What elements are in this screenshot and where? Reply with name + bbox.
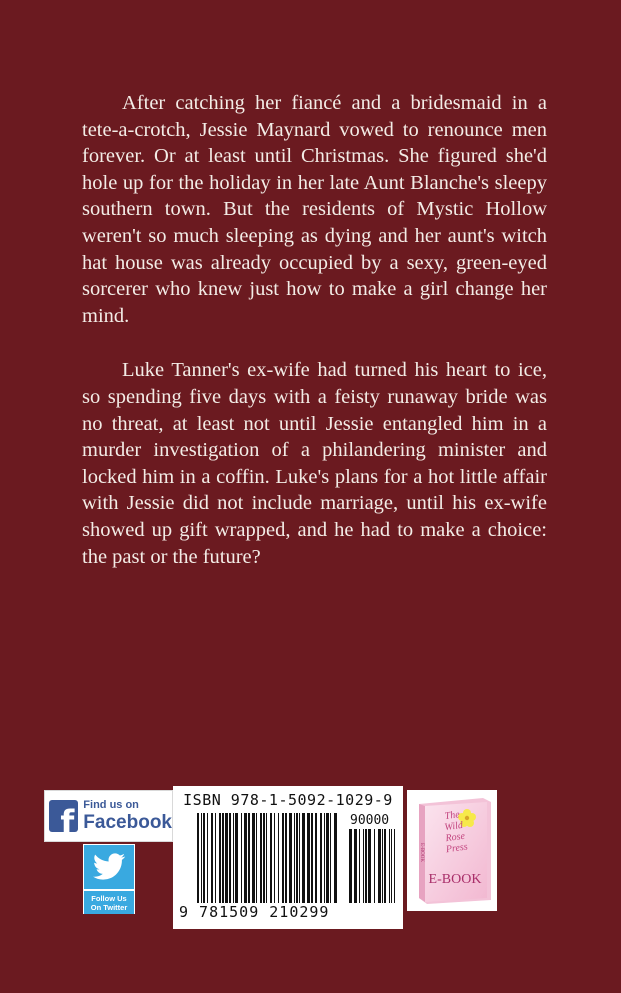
barcode-bar xyxy=(252,813,255,903)
barcode-bar xyxy=(368,829,371,903)
ean-digits: 9 781509 210299 xyxy=(179,903,330,921)
barcode-bar xyxy=(365,829,367,903)
barcode-bar xyxy=(391,829,392,903)
barcode-bar xyxy=(359,829,360,903)
barcode-bar xyxy=(274,813,275,903)
facebook-badge-text xyxy=(83,799,172,833)
twitter-follow-label: Follow Us xyxy=(91,893,127,903)
barcode-bar xyxy=(320,813,322,903)
barcode-bar xyxy=(260,813,262,903)
barcode-bar xyxy=(201,813,202,903)
barcode-bar xyxy=(354,829,357,903)
isbn-number: ISBN 978-1-5092-1029-9 xyxy=(183,791,393,809)
back-cover-blurb xyxy=(82,90,547,598)
barcode-bar xyxy=(285,813,287,903)
barcode-bar xyxy=(349,829,352,903)
barcode-bar xyxy=(326,813,329,903)
barcode-bar xyxy=(241,813,242,903)
barcode-bar xyxy=(244,813,247,903)
barcode-bar xyxy=(378,829,381,903)
barcode-bar xyxy=(324,813,325,903)
barcode-bar xyxy=(289,813,292,903)
isbn-barcode xyxy=(173,786,403,929)
barcode-bar xyxy=(256,813,257,903)
barcode-bar xyxy=(296,813,298,903)
twitter-badge[interactable] xyxy=(83,844,135,914)
barcode-bar xyxy=(219,813,221,903)
barcode-bar xyxy=(294,813,295,903)
barcode-bar xyxy=(203,813,205,903)
barcode-bar xyxy=(229,813,231,903)
barcode-bar xyxy=(263,813,265,903)
barcode-bar xyxy=(394,829,395,903)
facebook-badge[interactable] xyxy=(45,791,172,841)
barcode-bar xyxy=(382,829,383,903)
barcode-bar xyxy=(270,813,272,903)
barcode-bar xyxy=(374,829,375,903)
barcode-bar xyxy=(334,813,337,903)
barcode-bar xyxy=(233,813,234,903)
barcode-bar xyxy=(282,813,284,903)
price-code: 90000 xyxy=(350,813,390,828)
barcode-bar xyxy=(211,813,213,903)
barcode-bar xyxy=(197,813,199,903)
barcode-bar xyxy=(207,813,208,903)
twitter-badge-text xyxy=(84,891,134,914)
barcode-bar xyxy=(248,813,250,903)
barcode-bar xyxy=(363,829,364,903)
barcode-bar xyxy=(389,829,390,903)
barcode-bar xyxy=(302,813,305,903)
blurb-paragraph-2: Luke Tanner's ex-wife had turned his heart to ice, so spending five days with a feisty runaway bride was no threat, at least not until Jessie entangled him in a murder investigation of a philandering minister and locked him in a coffin. Luke's plans for a hot little affair with Jessie did not include marriage, until his ex-wife showed up gift wrapped, and he had to make a choice: the past or the future? xyxy=(82,359,547,568)
barcode-bar xyxy=(307,813,310,903)
barcode-bar xyxy=(278,813,279,903)
facebook-name-label: Facebook xyxy=(83,812,172,833)
twitter-bird-icon xyxy=(84,845,134,889)
barcode-bar xyxy=(225,813,228,903)
barcode-bar xyxy=(222,813,224,903)
barcode-bar xyxy=(235,813,238,903)
barcode-bar xyxy=(311,813,313,903)
barcode-bar xyxy=(215,813,216,903)
twitter-on-label: On Twitter xyxy=(90,902,128,912)
facebook-find-us-label: Find us on xyxy=(83,799,139,811)
barcode-bar xyxy=(315,813,317,903)
barcode-bar xyxy=(299,813,300,903)
barcode-bar xyxy=(330,813,331,903)
barcode-bar xyxy=(384,829,386,903)
publisher-format-label: E-BOOK xyxy=(428,872,482,887)
publisher-name: The Wild Rose Press xyxy=(443,809,469,856)
publisher-spine-label: E-BOOK xyxy=(418,843,424,862)
barcode-bar xyxy=(266,813,267,903)
blurb-paragraph-1: After catching her fiancé and a bridesmaid in a tete-a-crotch, Jessie Maynard vowed to renounce men forever. Or at least until Christmas. She figured she'd hole up for the holiday in her late Aunt Blanche's sleepy southern town. But the residents of Mystic Hollow weren't so much sleeping as dying and her aunt's witch hat house was already occupied by a sexy, green-eyed sorcerer who knew just how to make a girl change her mind. xyxy=(82,92,547,327)
publisher-logo[interactable] xyxy=(407,790,497,911)
facebook-f-icon: f xyxy=(49,800,78,832)
